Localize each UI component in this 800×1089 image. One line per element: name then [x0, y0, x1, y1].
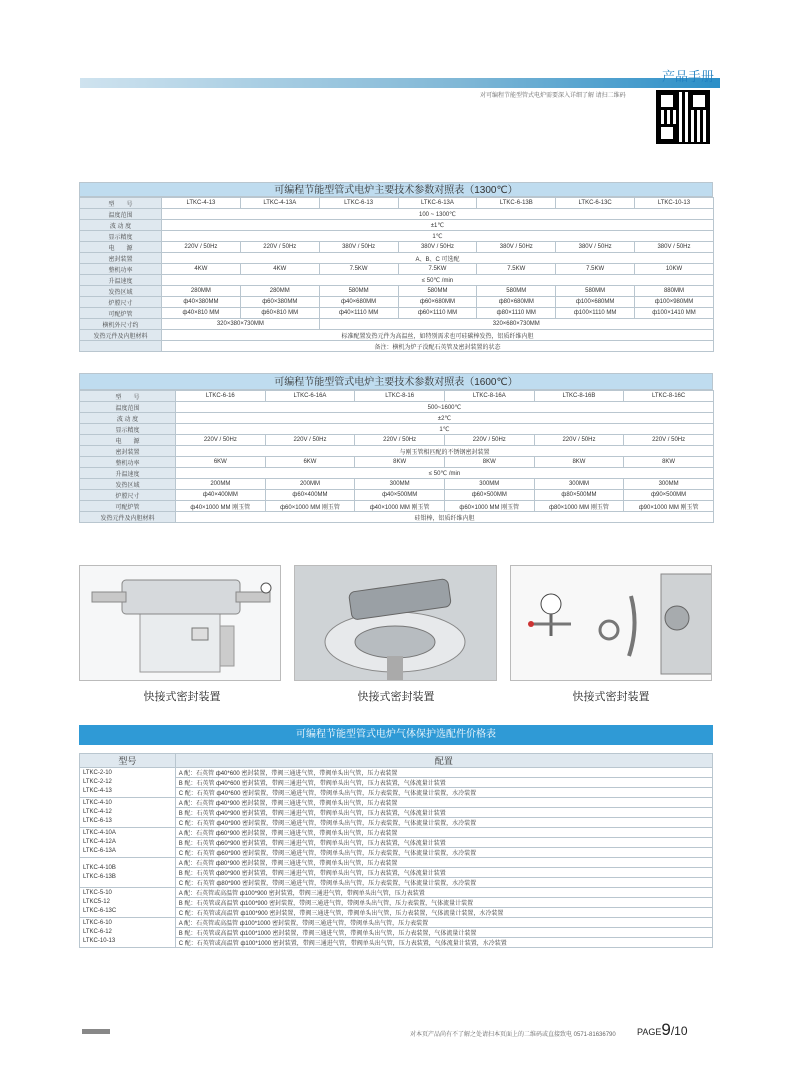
spec-row-label: 电 源: [80, 242, 162, 253]
spec-cell: 380V / 50Hz: [635, 242, 714, 253]
price-row: [80, 928, 713, 938]
spec-cell: 7.5KW: [556, 264, 635, 275]
price-row: [80, 818, 713, 828]
qr-hint-text: 对可编程节能型管式电炉需要深入详细了解 请扫二维码: [480, 93, 626, 99]
price-model-name: LTKC-6-10: [83, 920, 112, 926]
spec-cell: 220V / 50Hz: [624, 435, 714, 446]
price-model-name: LTKC-6-13C: [83, 908, 117, 914]
spec-row-label: 显示精度: [80, 424, 176, 435]
spec-cell: 7.5KW: [398, 264, 477, 275]
spec-cell: LTKC-8-16B: [534, 391, 624, 402]
spec-cell: 8KW: [534, 457, 624, 468]
spec-cell: 6KW: [176, 457, 266, 468]
spec-row-label: 型 号: [80, 198, 162, 209]
spec-cell: 备注：横机为炉子没配石英管及密封装置的状态: [162, 341, 714, 352]
page-number: [637, 1020, 688, 1040]
spec-table-1300: [79, 182, 713, 352]
spec-cell: 220V / 50Hz: [176, 435, 266, 446]
spec-cell: 标准配置发热元件为高温丝，如特别需求也可硅碳棒发热，铝质纤维内胆: [162, 330, 714, 341]
spec-cell: ф100×980MM: [635, 297, 714, 308]
price-row: [80, 898, 713, 908]
price-config-cell: A 配：石英管 ф40*600 密封装置，带阀三通进气管，带阀单头出气管，压力表装置: [175, 768, 712, 778]
spec-row-label: 升温速度: [80, 275, 162, 286]
price-row: [80, 868, 713, 878]
spec-cell: ф60×810 MM: [240, 308, 319, 319]
photo-caption-2: 快接式密封装置: [357, 691, 435, 703]
spec-cell: ф90×1000 MM 刚玉管: [624, 501, 714, 512]
spec-row: [80, 319, 714, 330]
spec-cell: 4KW: [240, 264, 319, 275]
spec-row: [80, 446, 714, 457]
spec-row-label: 密封装置: [80, 253, 162, 264]
spec-cell: 4KW: [162, 264, 241, 275]
price-model-group: [80, 858, 176, 888]
price-model-name: LTKC-2-12: [83, 779, 112, 785]
spec-cell: 220V / 50Hz: [162, 242, 241, 253]
spec-cell: ф40×1110 MM: [319, 308, 398, 319]
spec-cell: 320×380×730MM: [162, 319, 320, 330]
page-total: /10: [670, 1024, 688, 1038]
spec-row-label: 升温速度: [80, 468, 176, 479]
price-model-group: [80, 798, 176, 828]
price-header-row: [80, 754, 713, 768]
spec-cell: 7.5KW: [477, 264, 556, 275]
spec-row: [80, 330, 714, 341]
spec-cell: 300MM: [355, 479, 445, 490]
furnace-photo: [79, 565, 281, 681]
spec-cell: LTKC-10-13: [635, 198, 714, 209]
price-model-name: LTKC-4-10A: [83, 830, 116, 836]
spec-cell: 8KW: [444, 457, 534, 468]
spec-cell: ф100×1110 MM: [556, 308, 635, 319]
spec-cell: 300MM: [444, 479, 534, 490]
price-config-cell: B 配：石英管 ф40*600 密封装置，带阀三通进气管，带阀单头出气管，压力表装置，气体流量计装置: [175, 778, 712, 788]
seal-flange-photo: [294, 565, 497, 681]
spec-cell: 220V / 50Hz: [444, 435, 534, 446]
spec-cell: 220V / 50Hz: [534, 435, 624, 446]
spec-row: [80, 297, 714, 308]
spec-cell: ф80×680MM: [477, 297, 556, 308]
spec-cell: ф60×680MM: [398, 297, 477, 308]
spec-cell: 300MM: [624, 479, 714, 490]
spec-row: [80, 424, 714, 435]
price-config-cell: C 配：石英管或高温管 ф100*900 密封装置，带阀三通进气管，带阀单头出气管，压力表装置，气体流量计装置，水冷装置: [175, 908, 712, 918]
spec-cell: 580MM: [556, 286, 635, 297]
price-row: [80, 878, 713, 888]
price-config-cell: B 配：石英管 ф60*900 密封装置，带阀三通进气管，带阀单头出气管，压力表装置，气体流量计装置: [175, 838, 712, 848]
spec-cell: 硅钼棒，铝质纤维内胆: [176, 512, 714, 523]
spec-cell: ф60×380MM: [240, 297, 319, 308]
price-config-cell: A 配：石英管 ф80*900 密封装置，带阀三通进气管，带阀单头出气管，压力表装置: [175, 858, 712, 868]
spec-cell: LTKC-4-13: [162, 198, 241, 209]
price-config-cell: B 配：石英管或高温管 ф100*900 密封装置，带阀三通进气管，带阀单头出气管，压力表装置，气体流量计装置: [175, 898, 712, 908]
spec-cell: 500~1600℃: [176, 402, 714, 413]
spec-row: [80, 198, 714, 209]
header-accent-bar: [80, 78, 720, 88]
spec-cell: 380V / 50Hz: [319, 242, 398, 253]
spec-cell: ф60×500MM: [444, 490, 534, 501]
price-header-config: 配置: [175, 754, 712, 768]
spec-cell: 880MM: [635, 286, 714, 297]
spec-row: [80, 264, 714, 275]
spec-table-1600: [79, 373, 713, 523]
qr-code-icon[interactable]: [656, 90, 710, 144]
spec-cell: 220V / 50Hz: [265, 435, 355, 446]
spec-cell: ф60×1000 MM 刚玉管: [265, 501, 355, 512]
spec-cell: ф80×500MM: [534, 490, 624, 501]
price-config-cell: C 配：石英管 ф40*900 密封装置，带阀三通进气管，带阀单头出气管，压力表装置，气体流量计装置，水冷装置: [175, 818, 712, 828]
price-row: [80, 798, 713, 808]
spec-row: [80, 391, 714, 402]
spec-row-label: 炉膛尺寸: [80, 297, 162, 308]
spec-cell: 6KW: [265, 457, 355, 468]
price-model-name: LTKC-4-13: [83, 788, 112, 794]
spec-row: [80, 341, 714, 352]
spec-row: [80, 479, 714, 490]
spec-row-label: 炉膛尺寸: [80, 490, 176, 501]
spec-cell: LTKC-6-13C: [556, 198, 635, 209]
spec-cell: 8KW: [624, 457, 714, 468]
spec-cell: 200MM: [265, 479, 355, 490]
spec-row-label: 横机外尺寸约: [80, 319, 162, 330]
spec-cell: 580MM: [477, 286, 556, 297]
price-model-name: LTKC-6-13A: [83, 848, 116, 854]
price-model-name: LTKC-4-10B: [83, 864, 116, 871]
price-model-group: [80, 828, 176, 858]
spec-cell: ф40×500MM: [355, 490, 445, 501]
spec-row: [80, 242, 714, 253]
price-model-name: LTKC-4-12A: [83, 839, 116, 845]
spec-cell: ф80×1110 MM: [477, 308, 556, 319]
spec-cell: LTKC-4-13A: [240, 198, 319, 209]
price-table: [79, 753, 713, 948]
photo-caption-1: 快接式密封装置: [143, 691, 221, 703]
price-model-name: LTKC-4-10: [83, 800, 112, 806]
spec-cell: 220V / 50Hz: [240, 242, 319, 253]
spec-cell: A、B、C 可选配: [162, 253, 714, 264]
spec-row-label: 发热区域: [80, 479, 176, 490]
photo-caption-3: 快接式密封装置: [572, 691, 650, 703]
spec-cell: 380V / 50Hz: [556, 242, 635, 253]
spec-row: [80, 413, 714, 424]
spec-cell: ≤ 50℃ /min: [176, 468, 714, 479]
spec-cell: ф90×500MM: [624, 490, 714, 501]
spec-cell: 380V / 50Hz: [398, 242, 477, 253]
spec-cell: ф40×1000 MM 刚玉管: [176, 501, 266, 512]
spec-cell: 280MM: [240, 286, 319, 297]
spec-table-1300-title: 可编程节能型管式电炉主要技术参数对照表（1300℃）: [79, 182, 713, 197]
spec-row-label: 温度范围: [80, 209, 162, 220]
spec-table-1600-body: [79, 390, 714, 523]
price-row: [80, 768, 713, 778]
spec-row: [80, 468, 714, 479]
price-row: [80, 778, 713, 788]
spec-cell: LTKC-6-13: [319, 198, 398, 209]
spec-row: [80, 253, 714, 264]
price-config-cell: C 配：石英管 ф40*600 密封装置，带阀三通进气管，带阀单头出气管，压力表装置，气体流量计装置，水冷装置: [175, 788, 712, 798]
price-row: [80, 828, 713, 838]
footer-accent-bar: [82, 1029, 110, 1034]
price-config-cell: C 配：石英管 ф80*900 密封装置，带阀三通进气管，带阀单头出气管，压力表装置，气体流量计装置，水冷装置: [175, 878, 712, 888]
spec-cell: 200MM: [176, 479, 266, 490]
spec-cell: 320×680×730MM: [319, 319, 713, 330]
spec-cell: ф40×810 MM: [162, 308, 241, 319]
spec-cell: ф60×1110 MM: [398, 308, 477, 319]
gauge-fittings-photo: [510, 565, 712, 681]
price-row: [80, 858, 713, 868]
spec-cell: 580MM: [319, 286, 398, 297]
spec-cell: LTKC-6-16: [176, 391, 266, 402]
price-row: [80, 918, 713, 928]
price-model-name: LTKC5-12: [83, 899, 110, 905]
page-current: 9: [661, 1020, 671, 1039]
spec-row: [80, 435, 714, 446]
spec-cell: ф40×1000 MM 刚玉管: [355, 501, 445, 512]
spec-cell: ф40×680MM: [319, 297, 398, 308]
price-config-cell: A 配：石英管或高温管 ф100*900 密封装置，带阀三通进气管，带阀单头出气管，压力表装置: [175, 888, 712, 898]
spec-row-label: 整机功率: [80, 457, 176, 468]
price-model-name: LTKC-6-13B: [83, 873, 116, 880]
spec-cell: 7.5KW: [319, 264, 398, 275]
price-model-name: LTKC-6-12: [83, 929, 112, 935]
price-model-name: LTKC-6-13: [83, 818, 112, 824]
spec-cell: ≤ 50℃ /min: [162, 275, 714, 286]
price-row: [80, 788, 713, 798]
spec-cell: LTKC-6-13A: [398, 198, 477, 209]
spec-row-label: 可配炉管: [80, 308, 162, 319]
price-config-cell: A 配：石英管 ф40*900 密封装置，带阀三通进气管，带阀单头出气管，压力表装置: [175, 798, 712, 808]
price-config-cell: B 配：石英管或高温管 ф100*1000 密封装置，带阀三通进气管，带阀单头出气管，压力表装置，气体流量计装置: [175, 928, 712, 938]
spec-cell: 300MM: [534, 479, 624, 490]
price-header-model: 型号: [80, 754, 176, 768]
spec-cell: 580MM: [398, 286, 477, 297]
spec-row: [80, 209, 714, 220]
price-config-cell: C 配：石英管 ф60*900 密封装置，带阀三通进气管，带阀单头出气管，压力表装置，气体流量计装置，水冷装置: [175, 848, 712, 858]
spec-row-label: 可配炉管: [80, 501, 176, 512]
price-row: [80, 888, 713, 898]
spec-cell: ф60×1000 MM 刚玉管: [444, 501, 534, 512]
spec-cell: 380V / 50Hz: [477, 242, 556, 253]
price-config-cell: C 配：石英管或高温管 ф100*1000 密封装置，带阀三通进气管，带阀单头出气管，压力表装置，气体流量计装置，水冷装置: [175, 938, 712, 948]
price-model-name: LTKC-10-13: [83, 938, 116, 944]
price-model-group: [80, 768, 176, 798]
footer-contact-text: 对本页产品尚有不了解之处请扫本页面上的二维码或直接致电 0571-81636790: [410, 1032, 616, 1038]
spec-cell: ф100×680MM: [556, 297, 635, 308]
spec-cell: 220V / 50Hz: [355, 435, 445, 446]
spec-cell: 8KW: [355, 457, 445, 468]
spec-row-label: 波 动 度: [80, 220, 162, 231]
spec-cell: 1℃: [162, 231, 714, 242]
spec-cell: 1℃: [176, 424, 714, 435]
spec-row: [80, 402, 714, 413]
spec-cell: 280MM: [162, 286, 241, 297]
spec-cell: ф40×400MM: [176, 490, 266, 501]
spec-row-label: 电 源: [80, 435, 176, 446]
spec-row-label: 密封装置: [80, 446, 176, 457]
spec-cell: ф100×1410 MM: [635, 308, 714, 319]
spec-row-label: 温度范围: [80, 402, 176, 413]
price-config-cell: B 配：石英管 ф40*900 密封装置，带阀三通进气管，带阀单头出气管，压力表装置，气体流量计装置: [175, 808, 712, 818]
price-row: [80, 908, 713, 918]
price-config-cell: A 配：石英管 ф60*900 密封装置，带阀三通进气管，带阀单头出气管，压力表装置: [175, 828, 712, 838]
price-config-cell: B 配：石英管 ф80*900 密封装置，带阀三通进气管，带阀单头出气管，压力表装置，气体流量计装置: [175, 868, 712, 878]
spec-cell: 10KW: [635, 264, 714, 275]
spec-row-label: 发热元件及内胆材料: [80, 330, 162, 341]
spec-row: [80, 308, 714, 319]
spec-table-1300-body: [79, 197, 714, 352]
price-config-cell: A 配：石英管或高温管 ф100*1000 密封装置，带阀三通进气管，带阀单头出气管，压力表装置: [175, 918, 712, 928]
price-model-group: [80, 918, 176, 948]
spec-cell: 与刚玉管相匹配的不锈钢密封装置: [176, 446, 714, 457]
spec-cell: LTKC-6-16A: [265, 391, 355, 402]
price-model-name: LTKC-5-10: [83, 890, 112, 896]
spec-cell: ±1℃: [162, 220, 714, 231]
spec-cell: LTKC-6-13B: [477, 198, 556, 209]
spec-cell: LTKC-8-16C: [624, 391, 714, 402]
spec-row: [80, 231, 714, 242]
spec-cell: ±2℃: [176, 413, 714, 424]
spec-row-label: 波 动 度: [80, 413, 176, 424]
spec-row: [80, 286, 714, 297]
spec-cell: ф80×1000 MM 刚玉管: [534, 501, 624, 512]
price-row: [80, 848, 713, 858]
spec-row-label: 发热区域: [80, 286, 162, 297]
spec-row: [80, 490, 714, 501]
spec-row-label: 整机功率: [80, 264, 162, 275]
price-table-title: 可编程节能型管式电炉气体保护选配件价格表: [79, 725, 713, 745]
spec-row: [80, 275, 714, 286]
page-label: PAGE: [637, 1027, 662, 1037]
spec-row: [80, 512, 714, 523]
price-row: [80, 808, 713, 818]
spec-table-1600-title: 可编程节能型管式电炉主要技术参数对照表（1600℃）: [79, 373, 713, 390]
price-model-name: LTKC-4-12: [83, 809, 112, 815]
spec-row: [80, 501, 714, 512]
spec-row-label: 发热元件及内胆材料: [80, 512, 176, 523]
spec-cell: ф60×400MM: [265, 490, 355, 501]
spec-row: [80, 220, 714, 231]
price-row: [80, 838, 713, 848]
price-model-group: [80, 888, 176, 918]
price-model-name: LTKC-2-10: [83, 770, 112, 776]
spec-cell: LTKC-8-16A: [444, 391, 534, 402]
spec-row-label: 型 号: [80, 391, 176, 402]
price-row: [80, 938, 713, 948]
spec-row: [80, 457, 714, 468]
brochure-title: 产品手册: [661, 69, 714, 84]
spec-row-label: 显示精度: [80, 231, 162, 242]
spec-row-label: [80, 341, 162, 352]
spec-cell: ф40×380MM: [162, 297, 241, 308]
spec-cell: 100 ~ 1300℃: [162, 209, 714, 220]
spec-cell: LTKC-8-16: [355, 391, 445, 402]
